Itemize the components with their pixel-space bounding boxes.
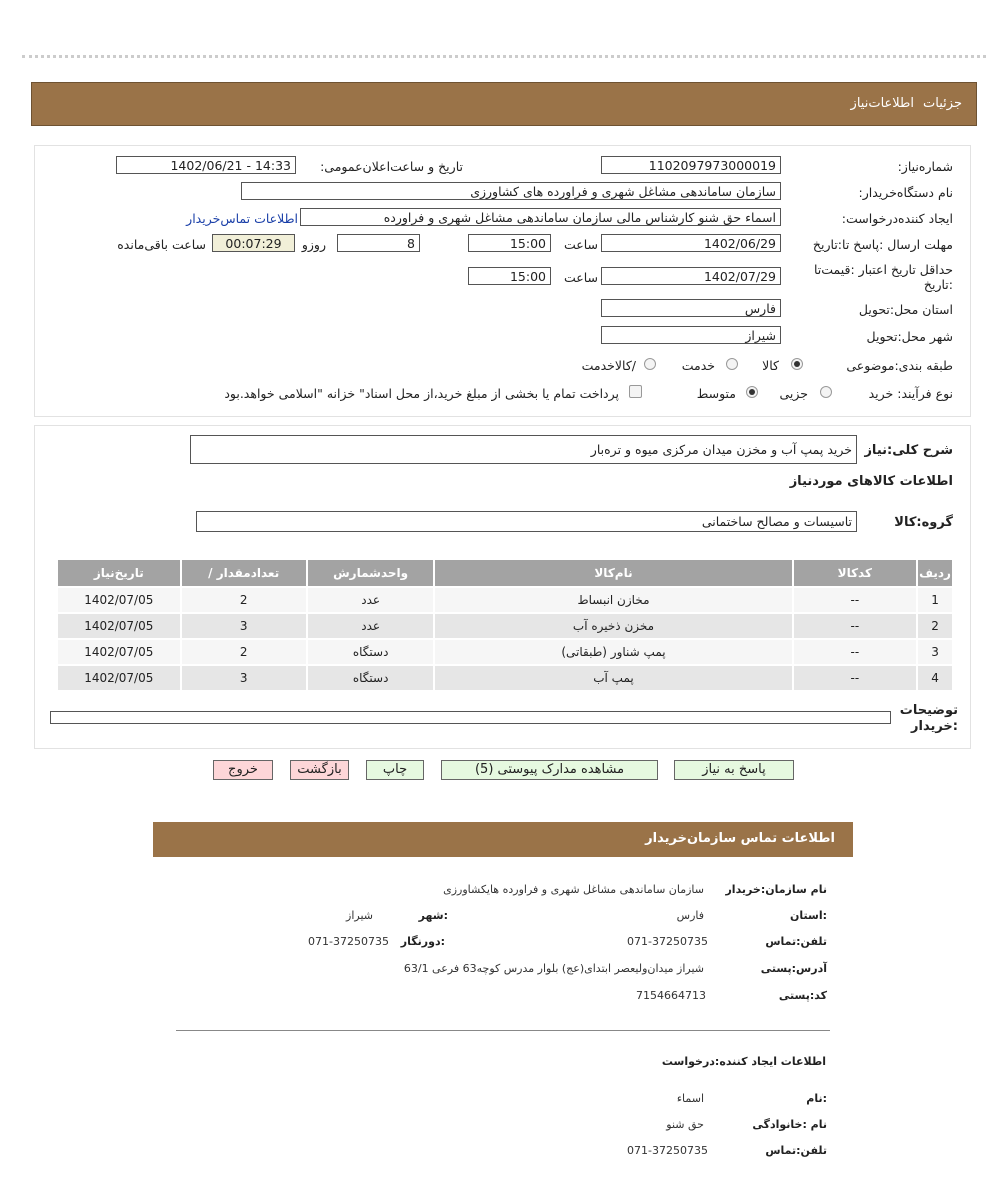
process-minor-label: جزیی: [779, 386, 808, 401]
cell-row-number: 3: [916, 640, 952, 664]
cell-need-date: 1402/07/05: [56, 614, 180, 638]
cell-quantity: 3: [180, 614, 306, 638]
goods-group-field: تاسیسات و مصالح ساختمانی: [196, 511, 857, 532]
contact-state-label: :استان: [790, 909, 827, 922]
back-button[interactable]: بازگشت: [290, 760, 349, 780]
buyer-org-label: نام دستگاه‌خریدار:: [858, 185, 953, 200]
buyer-contact-link[interactable]: اطلاعات تماس‌خریدار: [186, 211, 298, 226]
cell-need-date: 1402/07/05: [56, 666, 180, 690]
buyer-org-field: سازمان ساماندهی مشاغل شهری و فراورده های کشاورزی: [241, 182, 781, 200]
cell-item-name: پمپ شناور (طبقاتی): [433, 640, 791, 664]
contact-divider: [176, 1030, 830, 1031]
col-item-name: نام‌کالا: [433, 560, 791, 586]
creator-name-value: اسماء: [676, 1092, 704, 1105]
print-button[interactable]: چاپ: [366, 760, 424, 780]
cell-item-code: --: [792, 614, 917, 638]
need-number-field: 1102097973000019: [601, 156, 781, 174]
cell-row-number: 4: [916, 666, 952, 690]
col-need-date: تاریخ‌نیاز: [56, 560, 180, 586]
category-service-label: خدمت: [681, 358, 715, 373]
process-medium-radio[interactable]: [746, 386, 758, 398]
cell-row-number: 2: [916, 614, 952, 638]
treasury-payment-checkbox[interactable]: [629, 385, 642, 398]
deadline-time-field: 15:00: [468, 234, 551, 252]
cell-item-name: مخزن ذخیره آب: [433, 614, 791, 638]
category-goods-service-label: /کالاخدمت: [581, 358, 636, 373]
table-row: [56, 640, 952, 664]
contact-org-value: سازمان ساماندهی مشاغل شهری و فراورده هایکشاورزی: [443, 883, 704, 896]
contact-postal-label: کد:پستی: [778, 989, 827, 1002]
deadline-label: مهلت ارسال :پاسخ تا:تاریخ: [812, 237, 953, 252]
top-divider: [22, 55, 986, 58]
cell-row-number: 1: [916, 588, 952, 612]
buyer-notes-field: [50, 711, 891, 724]
general-desc-field: خرید پمپ آب و مخزن میدان مرکزی میوه و تره‌بار: [190, 435, 857, 464]
process-type-label: نوع فرآیند: خرید: [868, 386, 953, 401]
cell-quantity: 3: [180, 666, 306, 690]
province-field: فارس: [601, 299, 781, 317]
category-goods-label: کالا: [762, 358, 779, 373]
treasury-payment-note: پرداخت تمام یا بخشی از مبلغ خرید،از محل اسناد" خزانه "اسلامی خواهد.بود: [224, 386, 619, 401]
creator-name-label: :نام: [806, 1092, 827, 1105]
creator-phone-value: 071-37250735: [627, 1144, 708, 1157]
process-minor-radio[interactable]: [820, 386, 832, 398]
general-desc-label: شرح کلی:نیاز: [864, 443, 953, 458]
category-goods-radio[interactable]: [791, 358, 803, 370]
contact-phone-label: تلفن:تماس: [765, 935, 827, 948]
cell-item-code: --: [792, 588, 917, 612]
view-attachments-button[interactable]: مشاهده مدارک پیوستی (5): [441, 760, 658, 780]
creator-info-title: اطلاعات ایجاد کننده:درخواست: [661, 1055, 826, 1068]
col-quantity: / تعدادمقدار: [180, 560, 306, 586]
city-field: شیراز: [601, 326, 781, 344]
cell-quantity: 2: [180, 588, 306, 612]
category-goods-service-radio[interactable]: [644, 358, 656, 370]
price-validity-label: حداقل تاریخ اعتبار :قیمت‌تا :تاریخ: [813, 262, 953, 292]
buyer-notes-label: توضیحات :خریدار: [899, 703, 958, 734]
cell-item-code: --: [792, 666, 917, 690]
contact-city-value: شیراز: [346, 909, 373, 922]
days-label: روزو: [301, 237, 326, 252]
goods-group-label: گروه:کالا: [894, 515, 953, 530]
cell-unit: عدد: [306, 588, 434, 612]
contact-address-label: آدرس:پستی: [760, 962, 827, 975]
contact-title: اطلاعات تماس سازمان‌خریدار: [645, 831, 835, 846]
price-validity-time-field: 15:00: [468, 267, 551, 285]
cell-unit: عدد: [306, 614, 434, 638]
exit-button[interactable]: خروج: [213, 760, 273, 780]
category-label: طبقه بندی:موضوعی: [846, 358, 953, 373]
reply-button[interactable]: پاسخ به نیاز: [674, 760, 794, 780]
table-header-row: [56, 560, 952, 586]
city-label: شهر محل:تحویل: [866, 329, 953, 344]
days-field: 8: [337, 234, 420, 252]
table-row: [56, 588, 952, 612]
province-label: استان محل:تحویل: [858, 302, 953, 317]
process-medium-label: متوسط: [696, 386, 736, 401]
remaining-time-field: 00:07:29: [212, 234, 295, 252]
cell-need-date: 1402/07/05: [56, 588, 180, 612]
price-validity-date-field: 1402/07/29: [601, 267, 781, 285]
cell-unit: دستگاه: [306, 666, 434, 690]
announce-label: تاریخ و ساعت‌اعلان‌عمومی:: [320, 159, 463, 174]
col-row-number: ردیف: [916, 560, 952, 586]
col-item-code: کدکالا: [792, 560, 917, 586]
cell-item-name: پمپ آب: [433, 666, 791, 690]
breadcrumb-details[interactable]: جزئیات: [923, 96, 962, 111]
deadline-time-label: ساعت: [563, 237, 598, 252]
deadline-date-field: 1402/06/29: [601, 234, 781, 252]
need-number-label: شماره‌نیاز:: [897, 159, 953, 174]
price-validity-time-label: ساعت: [563, 270, 598, 285]
table-row: [56, 614, 952, 638]
remaining-label: ساعت باقی‌مانده: [117, 237, 206, 252]
cell-item-code: --: [792, 640, 917, 664]
announce-field: 1402/06/21 - 14:33: [116, 156, 296, 174]
contact-postal-value: 7154664713: [636, 989, 706, 1002]
cell-need-date: 1402/07/05: [56, 640, 180, 664]
page-header-bar: [31, 82, 977, 126]
cell-unit: دستگاه: [306, 640, 434, 664]
contact-header-bar: [153, 822, 853, 857]
cell-item-name: مخازن انبساط: [433, 588, 791, 612]
cell-quantity: 2: [180, 640, 306, 664]
contact-city-label: :شهر: [418, 909, 448, 922]
contact-org-label: نام سازمان:خریدار: [725, 883, 827, 896]
contact-phone-value: 071-37250735: [627, 935, 708, 948]
creator-label: ایجاد کننده‌درخواست:: [841, 211, 953, 226]
contact-fax-value: 071-37250735: [308, 935, 389, 948]
goods-info-title: اطلاعات کالاهای موردنیاز: [789, 474, 953, 489]
table-row: [56, 666, 952, 690]
breadcrumb-need-info[interactable]: اطلاعات‌نیاز: [850, 96, 914, 111]
creator-field: اسماء حق شنو کارشناس مالی سازمان ساماندهی مشاغل شهری و فراورده: [300, 208, 781, 226]
col-unit: واحدشمارش: [306, 560, 434, 586]
contact-state-value: فارس: [676, 909, 704, 922]
contact-address-value: شیراز میدان‌ولیعصر ابتدای(عج) بلوار مدرس کوچه63 فرعی 63/1: [403, 962, 704, 975]
creator-phone-label: تلفن:تماس: [765, 1144, 827, 1157]
creator-family-label: نام :خانوادگی: [752, 1118, 827, 1131]
category-service-radio[interactable]: [726, 358, 738, 370]
goods-table: [56, 558, 952, 692]
creator-family-value: حق شنو: [666, 1118, 704, 1131]
contact-fax-label: :دورنگار: [400, 935, 445, 948]
